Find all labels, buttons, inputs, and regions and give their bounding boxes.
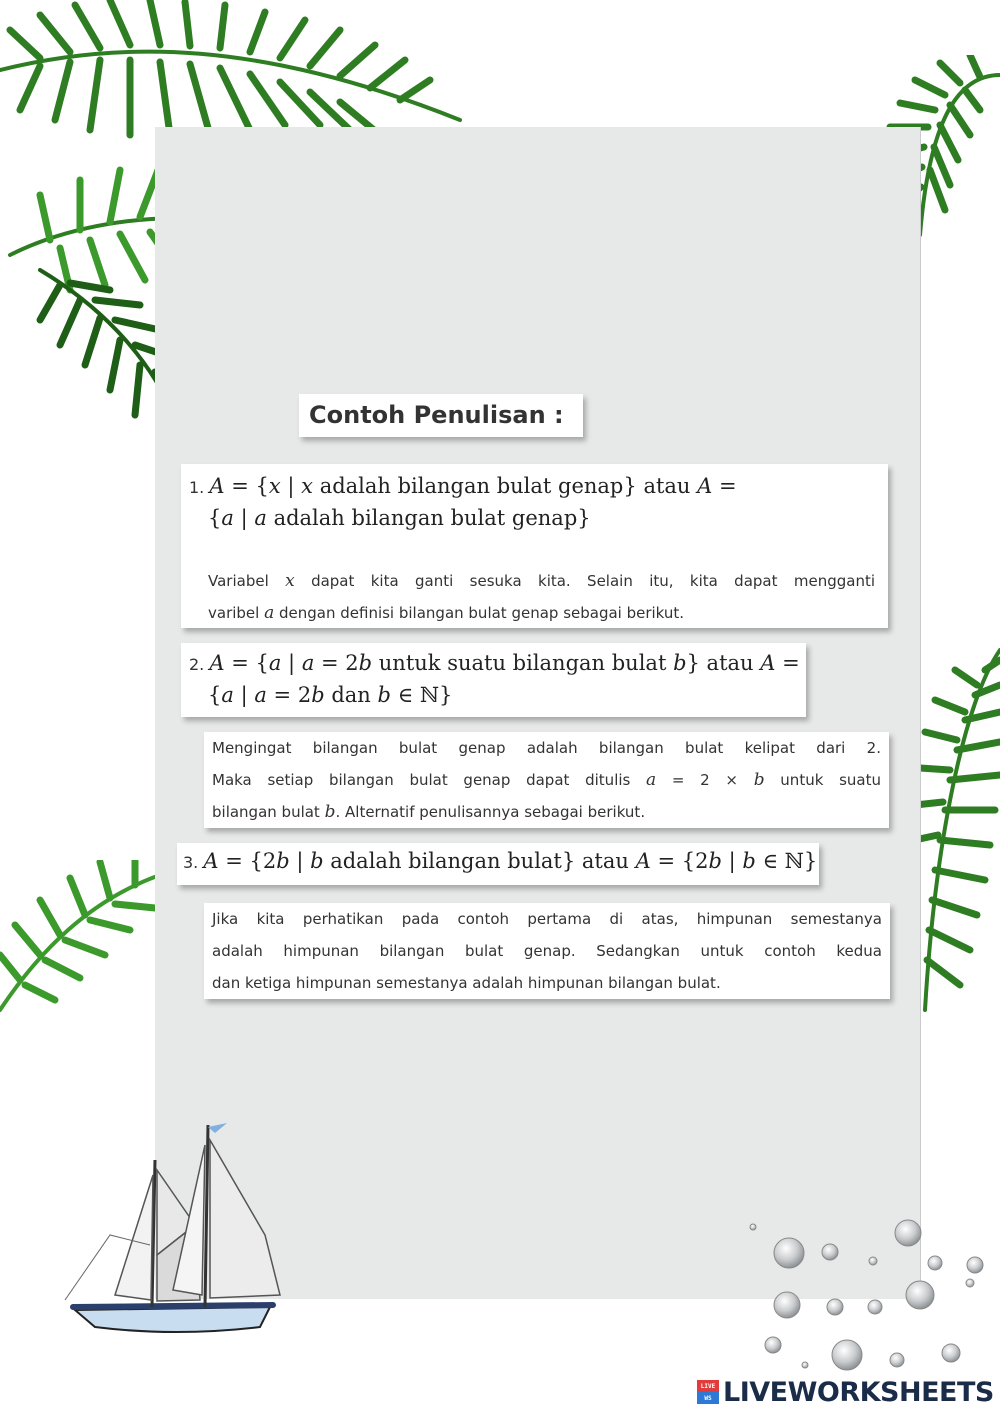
example-3-card — [177, 843, 819, 885]
example-3-line: 3. A = {2b | b adalah bilangan bulat} atau A = {2b | b ∈ ℕ} — [183, 849, 818, 873]
section-heading: Contoh Penulisan : — [299, 394, 583, 437]
example-1-line-2: {a | a adalah bilangan bulat genap} — [208, 506, 591, 530]
brand-badge: LIVE WS — [697, 1380, 719, 1404]
sailboat-icon — [55, 1115, 295, 1340]
example-2-card — [181, 643, 806, 717]
example-number: 3. — [183, 853, 199, 872]
example-1-line-1: 1. A = {x | x adalah bilangan bulat genap} atau A = — [189, 474, 737, 498]
example-2-line-1: 2. A = {a | a = 2b untuk suatu bilangan bulat b} atau A = — [189, 651, 800, 675]
example-2-line-2: {a | a = 2b dan b ∈ ℕ} — [208, 683, 453, 707]
example-number: 1. — [189, 478, 205, 497]
example-number: 2. — [189, 655, 205, 674]
water-drops-icon — [745, 1215, 1000, 1385]
example-2-note: Mengingat bilangan bulat genap adalah bilangan bulat kelipat dari 2. Maka setiap bilangan bulat genap dapat ditulis a = 2 × b untuk suatu bilangan bulat b. Alternatif penulisannya sebagai berikut. — [204, 732, 889, 828]
example-1-card — [181, 464, 888, 628]
example-1-note: Variabel x dapat kita ganti sesuka kita. Selain itu, kita dapat mengganti varibel a dengan definisi bilangan bulat genap sebagai berikut. — [208, 571, 875, 623]
example-3-note: Jika kita perhatikan pada contoh pertama di atas, himpunan semestanya adalah himpunan bilangan bulat genap. Sedangkan untuk contoh kedua dan ketiga himpunan semestanya adalah himpunan bilangan bulat. — [204, 903, 890, 999]
liveworksheets-logo — [697, 1376, 994, 1408]
brand-name: LIVEWORKSHEETS — [723, 1376, 994, 1408]
palm-leaf-right-icon — [915, 640, 1000, 1020]
palm-leaf-bottom-left-icon — [0, 860, 160, 1020]
